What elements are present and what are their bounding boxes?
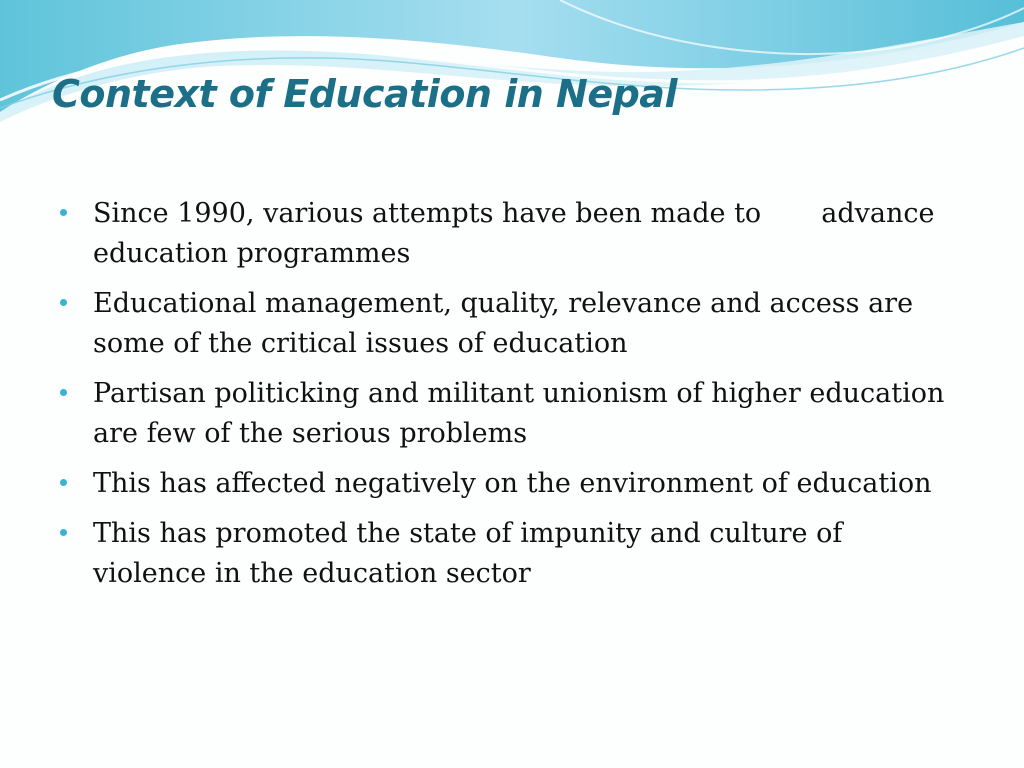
- bullet-text: Since 1990, various attempts have been made to advance education programmes: [93, 198, 944, 269]
- slide-title: Context of Education in Nepal: [52, 72, 677, 116]
- decorative-wave-header: [0, 0, 1024, 140]
- list-item: [58, 374, 962, 454]
- list-item: [58, 514, 962, 594]
- bullet-text: This has promoted the state of impunity and culture of violence in the education sector: [93, 518, 843, 589]
- bullet-dot-icon: [60, 479, 67, 486]
- bullet-text: Partisan politicking and militant unionism of higher education are few of the serious problems: [93, 378, 945, 449]
- bullet-dot-icon: [60, 299, 67, 306]
- list-item: [58, 194, 962, 274]
- bullet-dot-icon: [60, 389, 67, 396]
- bullet-dot-icon: [60, 209, 67, 216]
- bullet-list: [58, 194, 962, 604]
- bullet-text: Educational management, quality, relevance and access are some of the critical issues of education: [93, 288, 914, 359]
- bullet-dot-icon: [60, 529, 67, 536]
- list-item: [58, 464, 962, 504]
- list-item: [58, 284, 962, 364]
- bullet-text: This has affected negatively on the environment of education: [93, 468, 932, 499]
